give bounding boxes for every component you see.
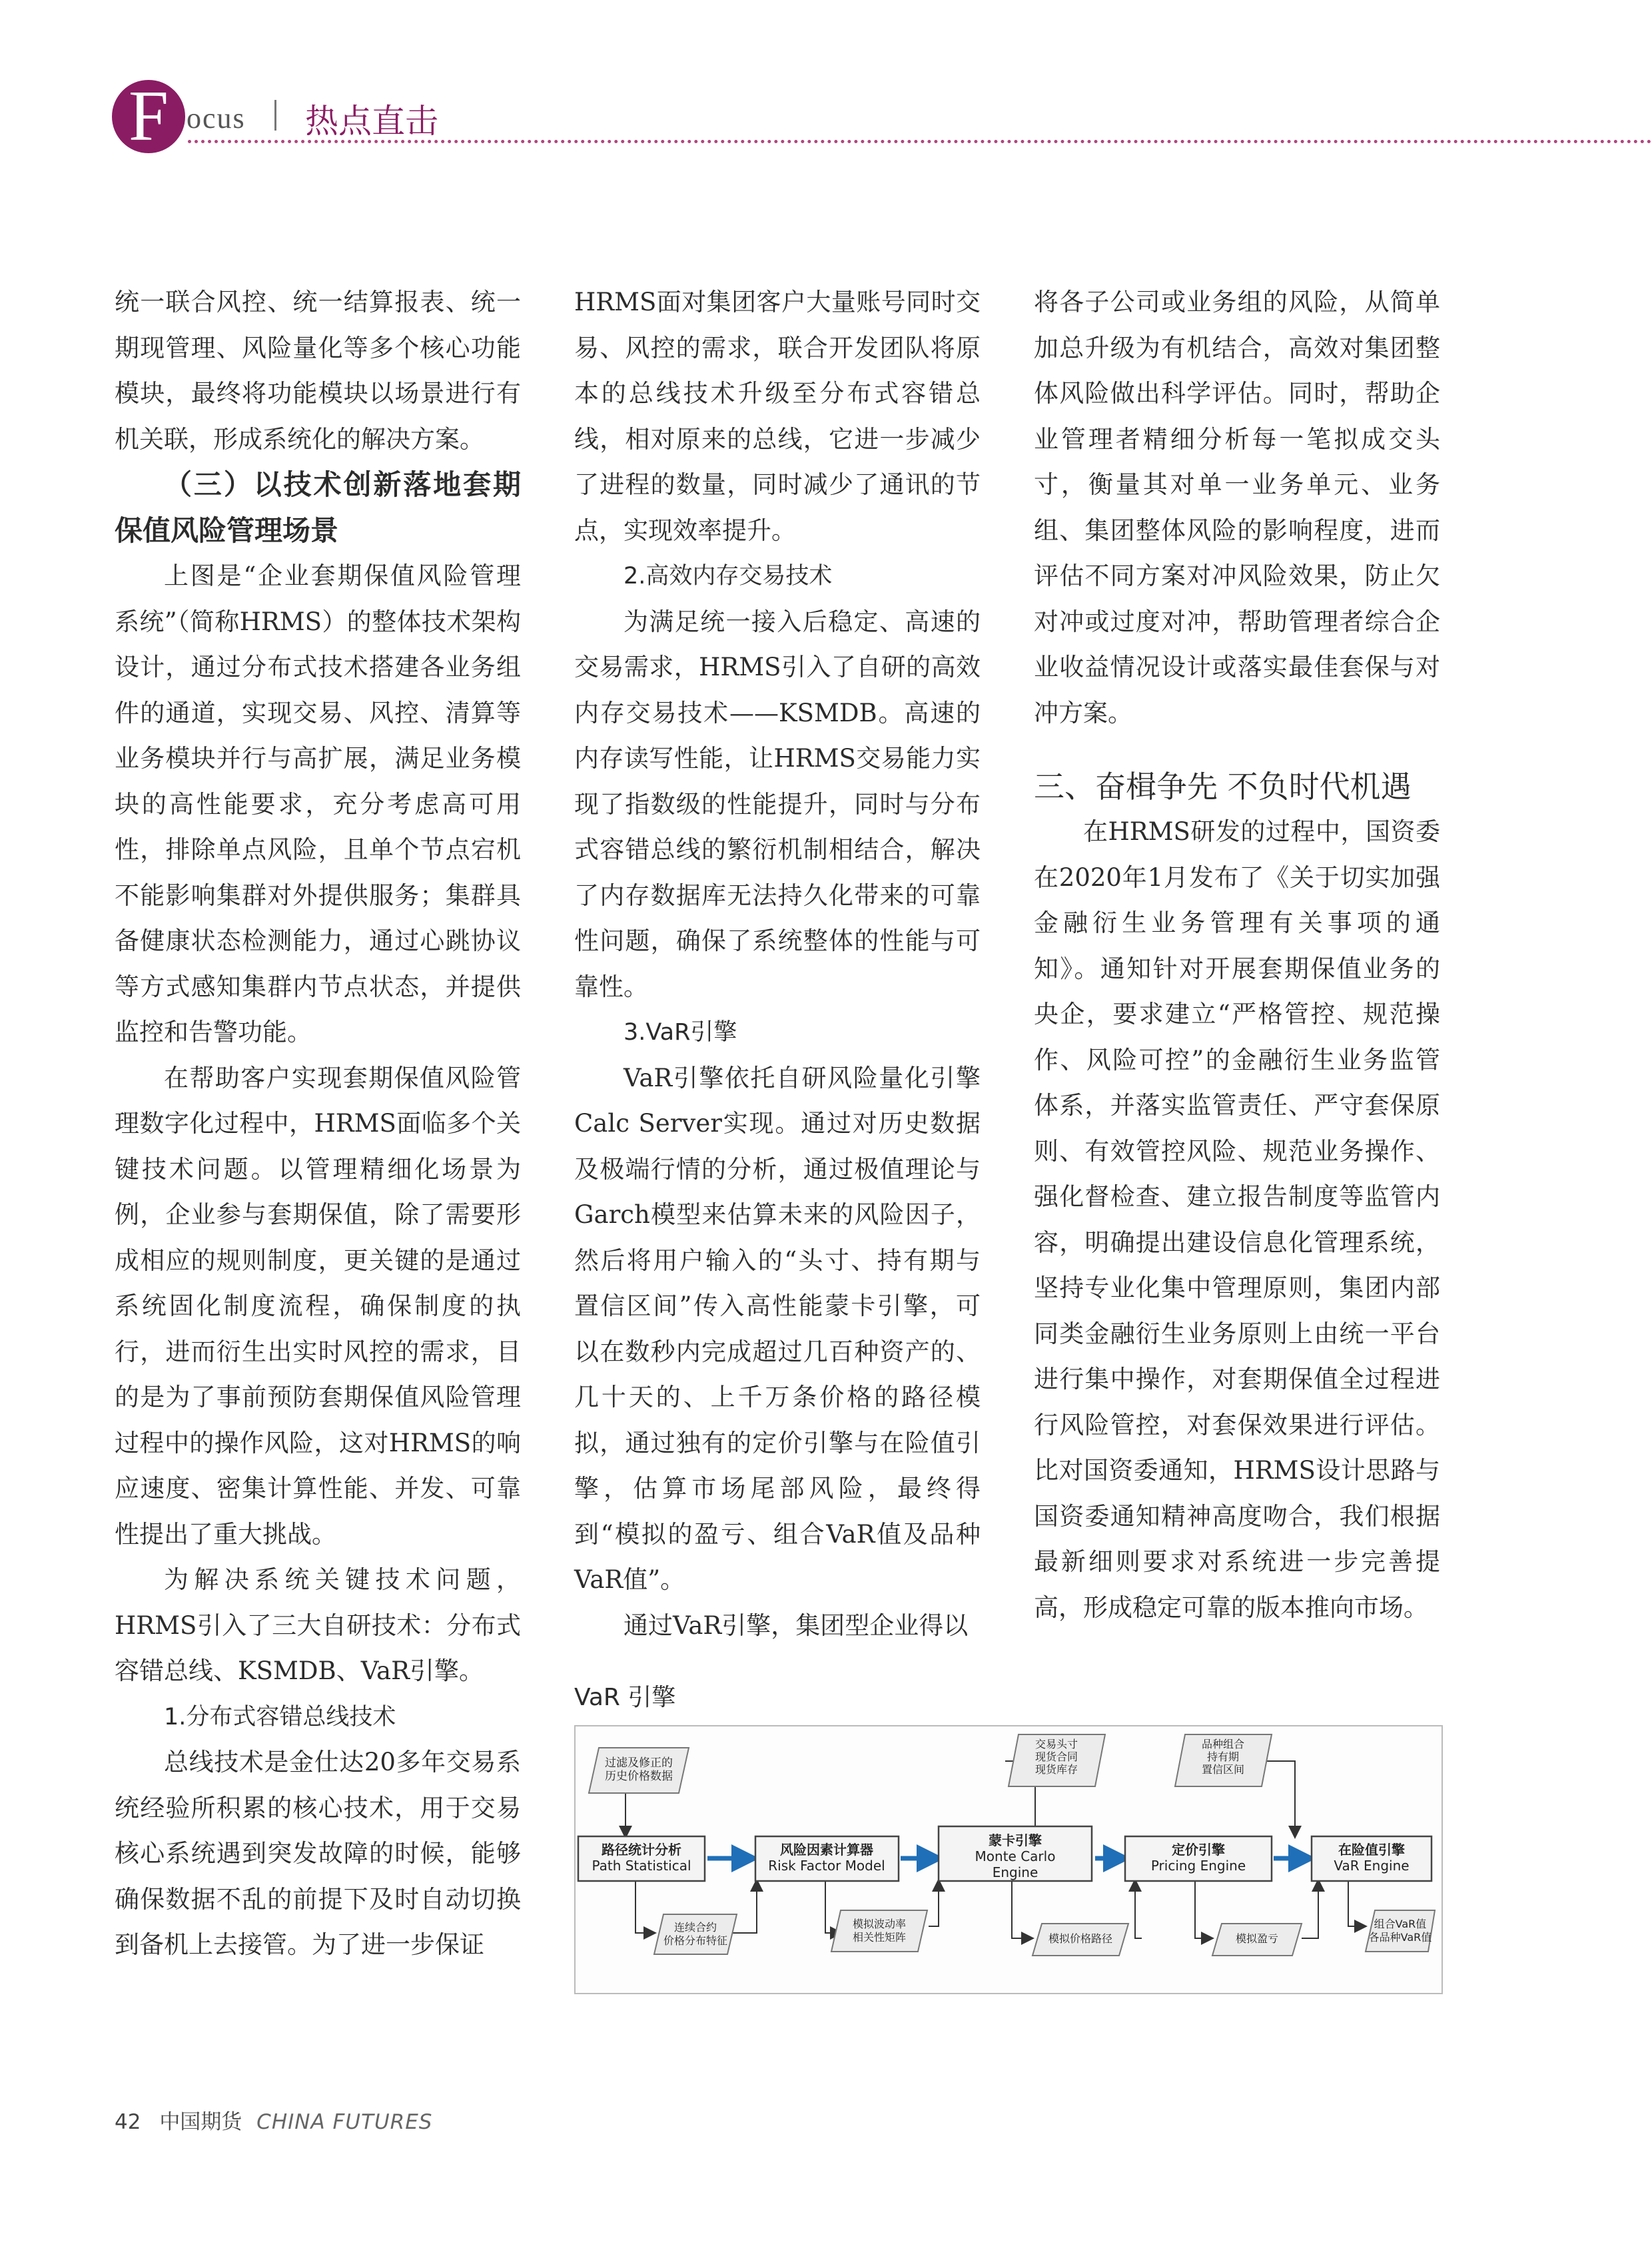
- column-3: [1034, 280, 1440, 1631]
- diagram-input-label: 现货库存: [1034, 1763, 1078, 1776]
- diagram-box-label: 在险值引擎: [1338, 1842, 1405, 1858]
- subheading: 2.高效内存交易技术: [623, 563, 833, 589]
- paragraph: 为解决系统关键技术问题，HRMS引入了三大自研技术：分布式容错总线、KSMDB、VaR引擎。: [115, 1565, 521, 1685]
- diagram-box-label: Risk Factor Model: [768, 1858, 885, 1874]
- diagram-output-label: 模拟价格路径: [1048, 1932, 1113, 1945]
- paragraph: 在HRMS研发的过程中，国资委在2020年1月发布了《关于切实加强金融衍生业务管理有关事项的通知》。通知针对开展套期保值业务的央企，要求建立“严格管控、规范操作、风险可控”的金融衍生业务监管体系，并落实监管责任、严守套保原则、有效管控风险、规范业务操作、强化督检查、建立报告制度等监管内容，明确提出建设信息化管理系统，坚持专业化集中管理原则，集团内部同类金融衍生业务原则上由统一平台进行集中操作，对套期保值全过程进行风险管控，对套保效果进行评估。比对国资委通知，HRMS设计思路与国资委通知精神高度吻合，我们根据最新细则要求对系统进一步完善提高，形成稳定可靠的版本推向市场。: [1034, 817, 1440, 1622]
- diagram-input-label: 历史价格数据: [605, 1770, 673, 1783]
- subheading: 1.分布式容错总线技术: [164, 1703, 396, 1730]
- page-number: 42: [115, 2110, 141, 2134]
- subheading: （三）以技术创新落地套期保值风险管理场景: [115, 468, 521, 547]
- paragraph: 为满足统一接入后稳定、高速的交易需求，HRMS引入了自研的高效内存交易技术——KSMDB。高速的内存读写性能，让HRMS交易能力实现了指数级的性能提升，同时与分布式容错总线的繁衍机制相结合，解决了内存数据库无法持久化带来的可靠性问题，确保了系统整体的性能与可靠性。: [574, 607, 981, 1001]
- section-heading: 三、奋楫争先 不负时代机遇: [1034, 769, 1412, 805]
- diagram-output-label: 模拟波动率: [852, 1918, 907, 1930]
- paragraph: HRMS面对集团客户大量账号同时交易、风控的需求，联合开发团队将原本的总线技术升级至分布式容错总线，相对原来的总线，它进一步减少了进程的数量，同时减少了通讯的节点，实现效率提升。: [574, 288, 981, 545]
- diagram-input-label: 持有期: [1206, 1750, 1240, 1763]
- paragraph: 统一联合风控、统一结算报表、统一期现管理、风险量化等多个核心功能模块，最终将功能模块以场景进行有机关联，形成系统化的解决方案。: [115, 288, 521, 454]
- diagram-output-label: 价格分布特征: [663, 1934, 728, 1947]
- paragraph: 上图是“企业套期保值风险管理系统”（简称HRMS）的整体技术架构设计，通过分布式技术搭建各业务组件的通道，实现交易、风控、清算等业务模块并行与高扩展，满足业务模块的高性能要求，充分考虑高可用性，排除单点风险，且单个节点宕机不能影响集群对外提供服务；集群具备健康状态检测能力，通过心跳协议等方式感知集群内节点状态，并提供监控和告警功能。: [115, 561, 521, 1046]
- diagram-box-label: Monte Carlo: [975, 1848, 1056, 1864]
- paragraph: 通过VaR引擎，集团型企业得以: [623, 1611, 969, 1640]
- diagram-input-label: 置信区间: [1201, 1763, 1245, 1776]
- header-logo-letter: F: [112, 80, 185, 153]
- diagram-input-label: 现货合同: [1034, 1750, 1078, 1763]
- diagram-canvas: [576, 1726, 1442, 1993]
- paragraph: 总线技术是金仕达20多年交易系统经验所积累的核心技术，用于交易核心系统遇到突发故障的时候，能够确保数据不乱的前提下及时自动切换到备机上去接管。为了进一步保证: [115, 1748, 521, 1959]
- diagram-box-label: Path Statistical: [592, 1858, 691, 1874]
- subheading: 3.VaR引擎: [623, 1019, 737, 1046]
- diagram-output-label: 组合VaR值: [1374, 1918, 1427, 1930]
- column-2: [574, 280, 981, 1649]
- paragraph: 在帮助客户实现套期保值风险管理数字化过程中，HRMS面临多个关键技术问题。以管理精细化场景为例，企业参与套期保值，除了需要形成相应的规则制度，更关键的是通过系统固化制度流程，确保制度的执行，进而衍生出实时风控的需求，目的是为了事前预防套期保值风险管理过程中的操作风险，这对HRMS的响应速度、密集计算性能、并发、可靠性提出了重大挑战。: [115, 1063, 521, 1549]
- diagram-output-label: 连续合约: [673, 1921, 717, 1934]
- header-dotted-rule: [188, 140, 1652, 143]
- paragraph: VaR引擎依托自研风险量化引擎Calc Server实现。通过对历史数据及极端行情的分析，通过极值理论与Garch模型来估算未来的风险因子，然后将用户输入的“头寸、持有期与置信区间”传入高性能蒙卡引擎，可以在数秒内完成超过几百种资产的、几十天的、上千万条价格的路径模拟，通过独有的定价引擎与在险值引擎，估算市场尾部风险，最终得到“模拟的盈亏、组合VaR值及品种VaR值”。: [574, 1063, 981, 1594]
- diagram-output-label: 模拟盈亏: [1235, 1932, 1279, 1945]
- paragraph: 将各子公司或业务组的风险，从简单加总升级为有机结合，高效对集团整体风险做出科学评估。同时，帮助企业管理者精细分析每一笔拟成交头寸，衡量其对单一业务单元、业务组、集团整体风险的影响程度，进而评估不同方案对冲风险效果，防止欠对冲或过度对冲，帮助管理者综合企业收益情况设计或落实最佳套保与对冲方案。: [1034, 288, 1440, 727]
- diagram-box-label: 蒙卡引擎: [989, 1832, 1042, 1848]
- header-word: ocus: [187, 102, 246, 135]
- diagram-box-label: Pricing Engine: [1150, 1858, 1246, 1874]
- var-engine-diagram: [574, 1725, 1443, 1994]
- diagram-box-label: 风险因素计算器: [780, 1842, 873, 1858]
- column-1: [115, 280, 521, 1968]
- figure-title: VaR 引擎: [574, 1684, 676, 1711]
- diagram-box-label: 路径统计分析: [602, 1842, 681, 1858]
- diagram-box-label: 定价引擎: [1172, 1842, 1225, 1858]
- diagram-box-label: Engine: [992, 1864, 1038, 1880]
- diagram-output-label: 相关性矩阵: [852, 1931, 907, 1944]
- magazine-name: 中国期货: [159, 2110, 242, 2134]
- diagram-output-label: 各品种VaR值: [1368, 1931, 1432, 1944]
- diagram-input-label: 交易头寸: [1034, 1738, 1078, 1750]
- diagram-box-label: VaR Engine: [1334, 1858, 1410, 1874]
- diagram-input-label: 过滤及修正的: [605, 1756, 673, 1770]
- page-footer: [115, 2105, 432, 2135]
- section-title: 热点直击: [305, 102, 438, 141]
- diagram-input-label: 品种组合: [1201, 1738, 1245, 1750]
- magazine-name-en: CHINA FUTURES: [256, 2110, 433, 2134]
- header-divider: [274, 100, 276, 131]
